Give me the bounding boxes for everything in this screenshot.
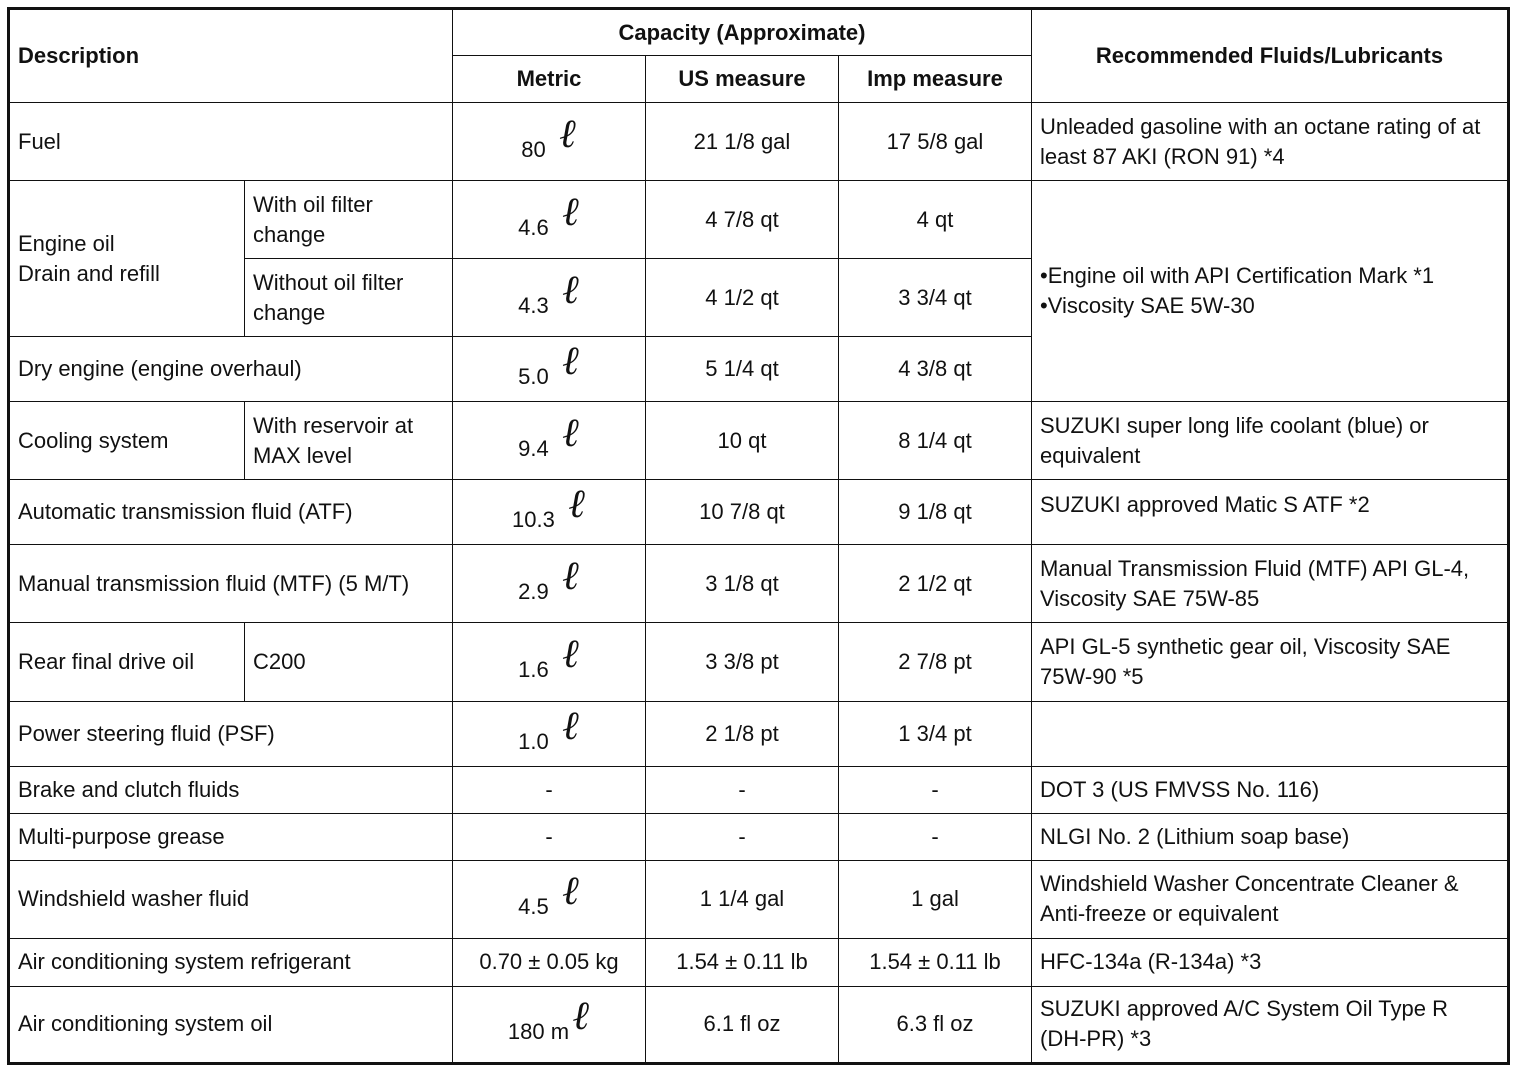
imp-value: 2 7/8 pt bbox=[839, 623, 1032, 701]
liter-symbol: ℓ bbox=[562, 701, 580, 749]
engine-oil-label: Engine oil Drain and refill bbox=[18, 230, 160, 286]
table-row bbox=[9, 813, 1509, 860]
row-description: Manual transmission fluid (MTF) (5 M/T) bbox=[9, 545, 453, 623]
metric-number: 1.6 bbox=[518, 657, 549, 682]
table-row bbox=[9, 986, 1509, 1063]
row-subdescription: With oil filter change bbox=[245, 181, 453, 259]
table-row bbox=[9, 545, 1509, 623]
fluid-recommendation bbox=[1032, 181, 1509, 402]
liter-symbol: ℓ bbox=[562, 408, 580, 456]
imp-value: 8 1/4 qt bbox=[839, 402, 1032, 480]
imp-value: 2 1/2 qt bbox=[839, 545, 1032, 623]
metric-number: 10.3 bbox=[512, 507, 555, 533]
row-description: Air conditioning system oil bbox=[9, 986, 453, 1063]
fluid-line: •Viscosity SAE 5W-30 bbox=[1040, 293, 1255, 319]
fluid-recommendation: Unleaded gasoline with an octane rating of at least 87 AKI (RON 91) *4 bbox=[1032, 103, 1509, 181]
header-fluids: Recommended Fluids/Lubricants bbox=[1032, 9, 1509, 103]
liter-symbol: ℓ bbox=[562, 630, 580, 677]
metric-number: 4.3 bbox=[518, 292, 549, 318]
row-description: Windshield washer fluid bbox=[9, 860, 453, 938]
header-imp-measure: Imp measure bbox=[839, 56, 1032, 103]
fluid-line: •Engine oil with API Certification Mark *1 bbox=[1040, 263, 1435, 289]
imp-value: - bbox=[839, 766, 1032, 813]
header-description: Description bbox=[9, 9, 453, 103]
imp-value: 4 qt bbox=[839, 181, 1032, 259]
us-value: - bbox=[646, 813, 839, 860]
row-description: Rear final drive oil bbox=[9, 623, 245, 701]
metric-value bbox=[453, 480, 646, 545]
liter-symbol: ℓ bbox=[562, 337, 580, 385]
metric-value: 0.70 ± 0.05 kg bbox=[453, 938, 646, 986]
fluid-recommendation: Manual Transmission Fluid (MTF) API GL-4, Viscosity SAE 75W-85 bbox=[1032, 545, 1509, 623]
metric-number: 80 bbox=[521, 136, 546, 162]
us-value: 10 qt bbox=[646, 402, 839, 480]
metric-value bbox=[453, 860, 646, 938]
imp-value: 1.54 ± 0.11 lb bbox=[839, 938, 1032, 986]
row-description: Multi-purpose grease bbox=[9, 813, 453, 860]
metric-value bbox=[453, 986, 646, 1063]
row-description: Fuel bbox=[9, 103, 453, 181]
metric-value bbox=[453, 337, 646, 402]
imp-value: 1 gal bbox=[839, 860, 1032, 938]
fluid-recommendation: Windshield Washer Concentrate Cleaner & Anti-freeze or equivalent bbox=[1032, 860, 1509, 938]
liter-symbol: ℓ bbox=[568, 480, 586, 528]
row-description: Power steering fluid (PSF) bbox=[9, 701, 453, 766]
row-description: Cooling system bbox=[9, 402, 245, 480]
liter-symbol: ℓ bbox=[562, 187, 580, 235]
liter-symbol: ℓ bbox=[559, 109, 577, 157]
table-row bbox=[9, 103, 1509, 181]
metric-value bbox=[453, 701, 646, 766]
imp-value: 9 1/8 qt bbox=[839, 480, 1032, 545]
imp-value: 17 5/8 gal bbox=[839, 103, 1032, 181]
table-row bbox=[9, 402, 1509, 480]
metric-number: 4.5 bbox=[518, 894, 549, 920]
row-subdescription: C200 bbox=[245, 623, 453, 701]
liter-symbol: ℓ bbox=[573, 992, 591, 1040]
header-us-measure: US measure bbox=[646, 56, 839, 103]
row-subdescription: Without oil filter change bbox=[245, 259, 453, 337]
us-value: 6.1 fl oz bbox=[646, 986, 839, 1063]
us-value: 5 1/4 qt bbox=[646, 337, 839, 402]
table-row bbox=[9, 181, 1509, 259]
imp-value: 1 3/4 pt bbox=[839, 701, 1032, 766]
liter-symbol: ℓ bbox=[562, 265, 580, 313]
metric-value bbox=[453, 181, 646, 259]
liter-symbol: ℓ bbox=[562, 551, 580, 599]
metric-number: 1.0 bbox=[518, 728, 549, 754]
metric-value bbox=[453, 545, 646, 623]
metric-value bbox=[453, 259, 646, 337]
fluid-recommendation bbox=[1032, 701, 1509, 766]
fluid-capacity-table bbox=[7, 7, 1510, 1065]
table-row bbox=[9, 701, 1509, 766]
us-value: 2 1/8 pt bbox=[646, 701, 839, 766]
us-value: - bbox=[646, 766, 839, 813]
table-row bbox=[9, 938, 1509, 986]
table-row bbox=[9, 860, 1509, 938]
us-value: 4 7/8 qt bbox=[646, 181, 839, 259]
row-subdescription: With reservoir at MAX level bbox=[245, 402, 453, 480]
imp-value: 3 3/4 qt bbox=[839, 259, 1032, 337]
us-value: 21 1/8 gal bbox=[646, 103, 839, 181]
row-description: Automatic transmission fluid (ATF) bbox=[9, 480, 453, 545]
imp-value: 4 3/8 qt bbox=[839, 337, 1032, 402]
table-row bbox=[9, 480, 1509, 545]
metric-value bbox=[453, 103, 646, 181]
fluid-recommendation: API GL-5 synthetic gear oil, Viscosity SAE 75W-90 *5 bbox=[1032, 623, 1509, 701]
us-value: 3 1/8 qt bbox=[646, 545, 839, 623]
row-description: Brake and clutch fluids bbox=[9, 766, 453, 813]
fluid-recommendation: HFC-134a (R-134a) *3 bbox=[1032, 938, 1509, 986]
row-description: Dry engine (engine overhaul) bbox=[9, 337, 453, 402]
row-description bbox=[9, 181, 245, 337]
fluid-recommendation: SUZUKI approved Matic S ATF *2 bbox=[1032, 480, 1509, 545]
fluid-recommendation: SUZUKI super long life coolant (blue) or equivalent bbox=[1032, 402, 1509, 480]
fluid-recommendation: DOT 3 (US FMVSS No. 116) bbox=[1032, 766, 1509, 813]
metric-number: 4.6 bbox=[518, 214, 549, 240]
metric-number: 9.4 bbox=[518, 435, 549, 461]
us-value: 4 1/2 qt bbox=[646, 259, 839, 337]
header-capacity: Capacity (Approximate) bbox=[453, 9, 1032, 56]
us-value: 1.54 ± 0.11 lb bbox=[646, 938, 839, 986]
fluid-recommendation: SUZUKI approved A/C System Oil Type R (DH-PR) *3 bbox=[1032, 986, 1509, 1063]
table-row bbox=[9, 766, 1509, 813]
liter-symbol: ℓ bbox=[562, 867, 580, 915]
metric-value: - bbox=[453, 766, 646, 813]
imp-value: - bbox=[839, 813, 1032, 860]
fluid-recommendation: NLGI No. 2 (Lithium soap base) bbox=[1032, 813, 1509, 860]
metric-value: - bbox=[453, 813, 646, 860]
us-value: 1 1/4 gal bbox=[646, 860, 839, 938]
metric-number: 5.0 bbox=[518, 364, 549, 390]
metric-number: 2.9 bbox=[518, 578, 549, 604]
table-row bbox=[9, 623, 1509, 701]
imp-value: 6.3 fl oz bbox=[839, 986, 1032, 1063]
us-value: 3 3/8 pt bbox=[646, 623, 839, 701]
us-value: 10 7/8 qt bbox=[646, 480, 839, 545]
metric-number: 180 m bbox=[507, 1019, 570, 1045]
row-description: Air conditioning system refrigerant bbox=[9, 938, 453, 986]
header-metric: Metric bbox=[453, 56, 646, 103]
metric-value bbox=[453, 402, 646, 480]
metric-value bbox=[453, 623, 646, 701]
